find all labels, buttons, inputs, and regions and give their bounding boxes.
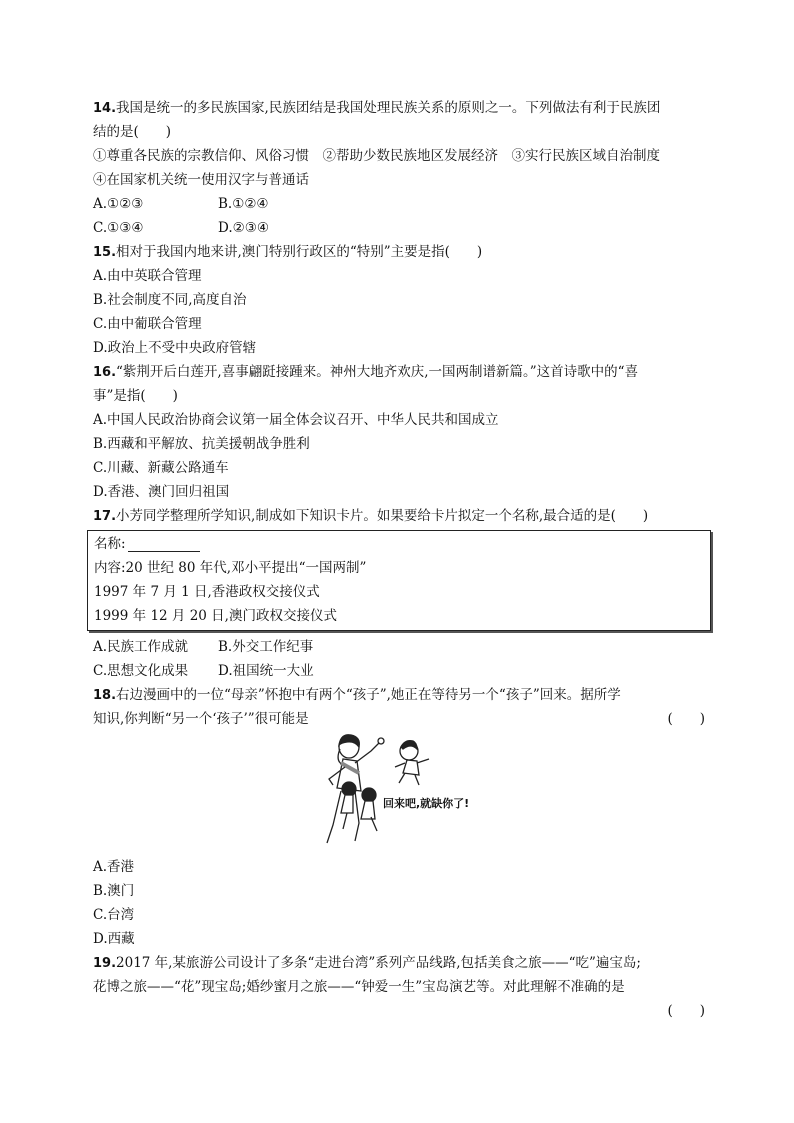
q14-option-d[interactable]: D.②③④: [218, 220, 269, 236]
q15-option-d[interactable]: D.政治上不受中央政府管辖: [93, 340, 257, 356]
q17-options-row1: [93, 635, 705, 659]
q14-options-row1: [93, 192, 705, 216]
card-line: 1997 年 7 月 1 日,香港政权交接仪式: [94, 584, 320, 600]
q19-stem-text: 2017 年,某旅游公司设计了多条“走进台湾”系列产品线路,包括美食之旅——“吃”遍宝岛;: [116, 955, 641, 971]
q14-items-line2: ④在国家机关统一使用汉字与普通话: [93, 172, 309, 188]
q18-stem-line1: [93, 683, 705, 707]
q19-paren-line: [93, 999, 705, 1023]
q18-stem-text2: 知识,你判断“另一个‘孩子’”很可能是: [93, 711, 309, 727]
q14-stem-line1: [93, 96, 705, 120]
card-line: 内容:20 世纪 80 年代,邓小平提出“一国两制”: [94, 560, 367, 576]
q16-option-a[interactable]: A.中国人民政治协商会议第一届全体会议召开、中华人民共和国成立: [93, 412, 499, 428]
q17-option-d[interactable]: D.祖国统一大业: [218, 663, 314, 679]
question-number: 16.: [93, 365, 117, 380]
q16-stem-line1: [93, 360, 705, 384]
q16-stem-line2: 事”是指( ): [93, 388, 178, 404]
q14-option-a[interactable]: A.①②③: [93, 196, 144, 212]
card-name-label: 名称:: [94, 536, 126, 552]
answer-paren[interactable]: ( ): [667, 711, 705, 727]
q18-option-b[interactable]: B.澳门: [93, 883, 135, 899]
card-name-blank[interactable]: [128, 537, 200, 552]
q15-stem-text: 相对于我国内地来讲,澳门特别行政区的“特别”主要是指( ): [116, 244, 483, 260]
q16-option-d[interactable]: D.香港、澳门回归祖国: [93, 484, 230, 500]
q18-stem-text: 右边漫画中的一位“母亲”怀抱中有两个“孩子”,她正在等待另一个“孩子”回来。据所学: [116, 687, 621, 703]
card-name-row: [94, 532, 704, 556]
mother-children-cartoon: [319, 733, 489, 851]
q19-stem-line1: [93, 951, 705, 975]
question-number: 19.: [93, 956, 117, 971]
q14-stem-line2: 结的是( ): [93, 124, 172, 140]
q15-stem: [93, 240, 705, 264]
answer-paren[interactable]: ( ): [667, 1003, 705, 1019]
q17-options-row2: [93, 659, 705, 683]
q16-stem-text: “紫荆开后白莲开,喜事翩跹接踵来。神州大地齐欢庆,一国两制谱新篇。”这首诗歌中的“喜: [116, 364, 639, 380]
q14-items-line1: ①尊重各民族的宗教信仰、风俗习惯 ②帮助少数民族地区发展经济 ③实行民族区域自治制度: [93, 148, 660, 164]
q15-option-c[interactable]: C.由中葡联合管理: [93, 316, 202, 332]
q14-option-c[interactable]: C.①③④: [93, 220, 144, 236]
cartoon-caption: 回来吧,就缺你了!: [383, 797, 470, 810]
q18-option-c[interactable]: C.台湾: [93, 907, 135, 923]
q14-option-b[interactable]: B.①②④: [218, 196, 269, 212]
q14-options-row2: [93, 216, 705, 240]
question-number: 18.: [93, 688, 117, 703]
q17-stem: [93, 504, 705, 528]
q15-option-a[interactable]: A.由中英联合管理: [93, 268, 202, 284]
q17-option-b[interactable]: B.外交工作纪事: [218, 639, 314, 655]
q15-option-b[interactable]: B.社会制度不同,高度自治: [93, 292, 247, 308]
cartoon-illustration: [93, 731, 705, 855]
question-number: 14.: [93, 101, 117, 116]
q18-stem-line2: [93, 707, 705, 731]
q17-option-a[interactable]: A.民族工作成就: [93, 639, 189, 655]
knowledge-card: [87, 530, 711, 631]
q16-option-b[interactable]: B.西藏和平解放、抗美援朝战争胜利: [93, 436, 310, 452]
exam-page: [93, 96, 705, 1023]
card-line: 1999 年 12 月 20 日,澳门政权交接仪式: [94, 608, 337, 624]
q18-option-a[interactable]: A.香港: [93, 859, 135, 875]
q18-option-d[interactable]: D.西藏: [93, 931, 135, 947]
q17-option-c[interactable]: C.思想文化成果: [93, 663, 189, 679]
question-number: 17.: [93, 509, 117, 524]
q17-stem-text: 小芳同学整理所学知识,制成如下知识卡片。如果要给卡片拟定一个名称,最合适的是( ): [116, 508, 649, 524]
q16-option-c[interactable]: C.川藏、新藏公路通车: [93, 460, 229, 476]
q19-stem-line2: 花博之旅——“花”现宝岛;婚纱蜜月之旅——“钟爱一生”宝岛演艺等。对此理解不准确的是: [93, 979, 625, 995]
q14-stem-text: 我国是统一的多民族国家,民族团结是我国处理民族关系的原则之一。下列做法有利于民族团: [116, 100, 661, 116]
question-number: 15.: [93, 245, 117, 260]
